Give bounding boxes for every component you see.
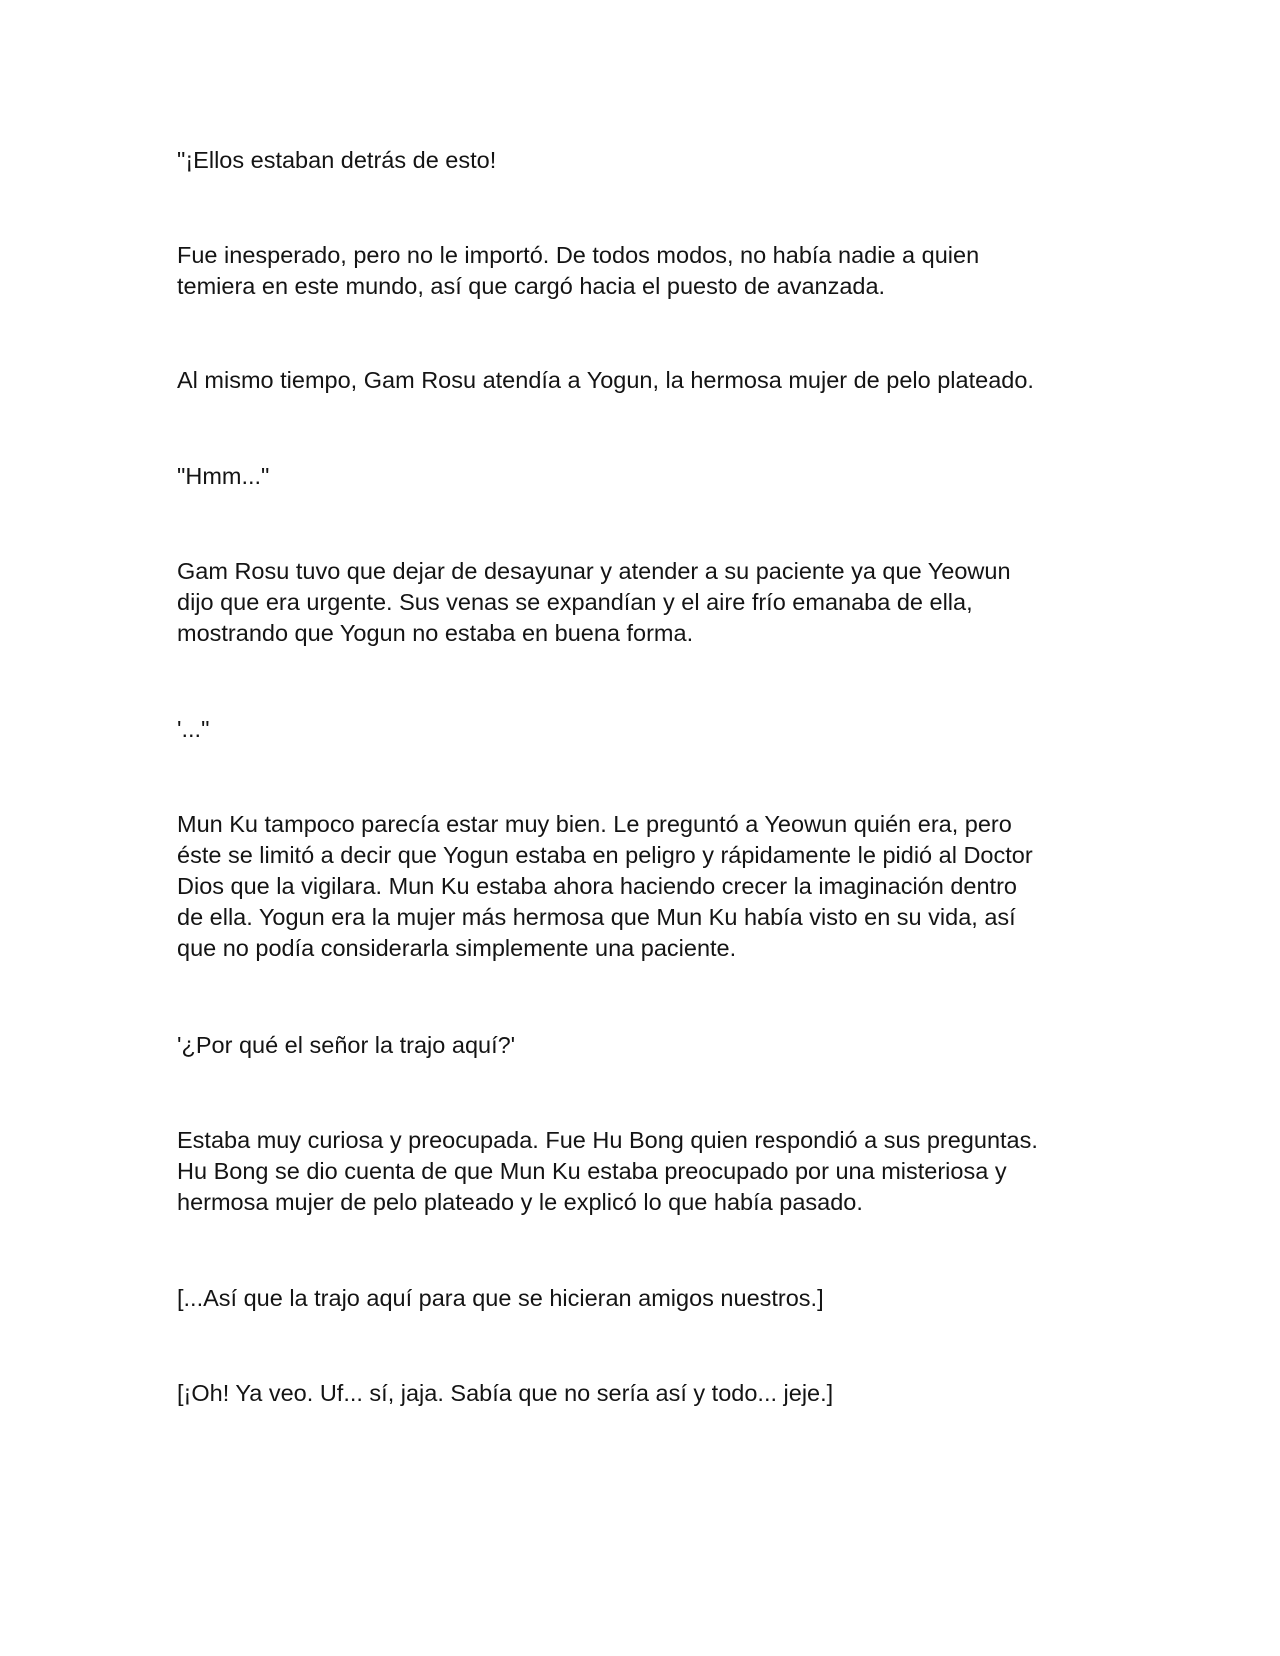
text-line: dijo que era urgente. Sus venas se expandían y el aire frío emanaba de ella, xyxy=(177,589,973,615)
text-line: hermosa mujer de pelo plateado y le explicó lo que había pasado. xyxy=(177,1189,863,1215)
text-line: que no podía considerarla simplemente una paciente. xyxy=(177,935,737,961)
text-line: Fue inesperado, pero no le importó. De todos modos, no había nadie a quien xyxy=(177,242,980,268)
text-line: "¡Ellos estaban detrás de esto! xyxy=(177,147,497,173)
paragraph-2 xyxy=(177,240,1117,302)
text-line: de ella. Yogun era la mujer más hermosa que Mun Ku había visto en su vida, así xyxy=(177,904,1016,930)
text-line: [¡Oh! Ya veo. Uf... sí, jaja. Sabía que no sería así y todo... jeje.] xyxy=(177,1380,834,1406)
paragraph-9 xyxy=(177,1125,1117,1218)
text-line: Gam Rosu tuvo que dejar de desayunar y atender a su paciente ya que Yeowun xyxy=(177,558,1011,584)
paragraph-5 xyxy=(177,556,1117,649)
text-line: '¿Por qué el señor la trajo aquí?' xyxy=(177,1032,516,1058)
text-line: [...Así que la trajo aquí para que se hicieran amigos nuestros.] xyxy=(177,1285,824,1311)
paragraph-1 xyxy=(177,145,1117,176)
text-line: Mun Ku tampoco parecía estar muy bien. Le preguntó a Yeowun quién era, pero xyxy=(177,811,1012,837)
paragraph-6 xyxy=(177,714,1117,745)
text-line: mostrando que Yogun no estaba en buena forma. xyxy=(177,620,694,646)
text-line: Dios que la vigilara. Mun Ku estaba ahora haciendo crecer la imaginación dentro xyxy=(177,873,1017,899)
paragraph-11 xyxy=(177,1378,1117,1409)
text-line: Hu Bong se dio cuenta de que Mun Ku estaba preocupado por una misteriosa y xyxy=(177,1158,1007,1184)
paragraph-10 xyxy=(177,1283,1117,1314)
text-line: '..." xyxy=(177,716,210,742)
text-line: Estaba muy curiosa y preocupada. Fue Hu Bong quien respondió a sus preguntas. xyxy=(177,1127,1038,1153)
paragraph-3 xyxy=(177,365,1117,396)
text-line: éste se limitó a decir que Yogun estaba en peligro y rápidamente le pidió al Doctor xyxy=(177,842,1033,868)
text-line: temiera en este mundo, así que cargó hacia el puesto de avanzada. xyxy=(177,273,886,299)
text-line: Al mismo tiempo, Gam Rosu atendía a Yogun, la hermosa mujer de pelo plateado. xyxy=(177,367,1034,393)
paragraph-8 xyxy=(177,1030,1117,1061)
text-line: "Hmm..." xyxy=(177,463,270,489)
paragraph-7 xyxy=(177,809,1117,964)
paragraph-4 xyxy=(177,461,1117,492)
